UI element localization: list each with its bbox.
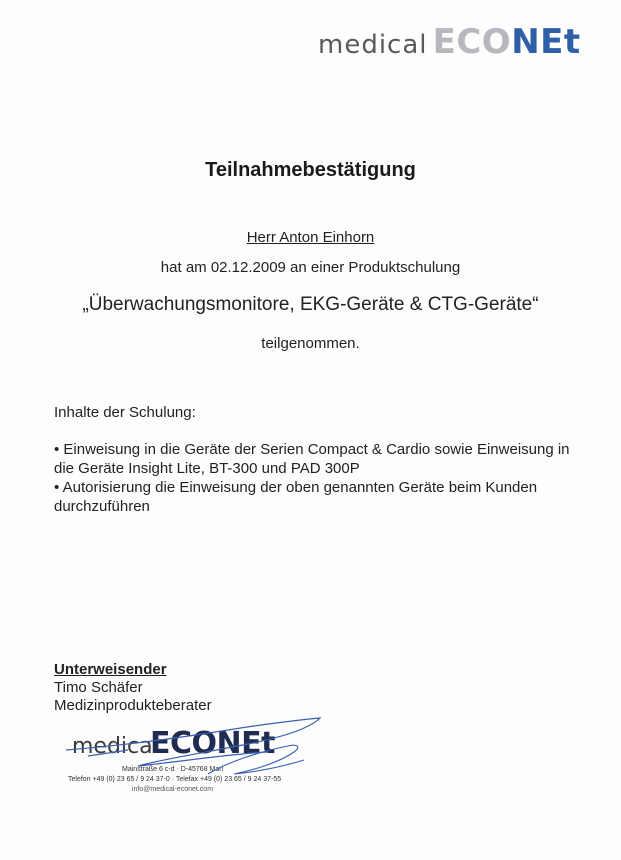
instructor-role: Medizinprodukteberater	[54, 697, 212, 714]
date-line: hat am 02.12.2009 an einer Produktschulung	[160, 259, 461, 276]
stamp-phone: Telefon +49 (0) 23 65 / 9 24 37-0 · Telefax +49 (0) 23 65 / 9 24 37-55	[68, 776, 282, 783]
logo-net-text: NEt	[511, 22, 581, 62]
list-item: • Einweisung in die Geräte der Serien Compact & Cardio sowie Einweisung in	[54, 441, 570, 458]
instructor-name: Timo Schäfer	[54, 679, 143, 696]
stamp-medical-text: medical	[72, 734, 159, 759]
contents-list	[54, 440, 574, 516]
logo-eco-text: ECO	[432, 22, 512, 62]
participant-name: Herr Anton Einhorn	[246, 229, 375, 246]
handwritten-signature	[58, 716, 328, 796]
contents-heading: Inhalte der Schulung:	[54, 404, 196, 421]
completion-text: teilgenommen.	[261, 335, 360, 352]
list-item: • Autorisierung die Einweisung der oben genannten Geräte beim Kunden	[54, 479, 538, 496]
instructor-label: Unterweisender	[54, 661, 167, 678]
document-title: Teilnahmebestätigung	[205, 159, 416, 181]
company-logo	[318, 22, 581, 62]
stamp-address: Mainstraße 6 c-d · D-45768 Marl	[122, 766, 224, 773]
stamp-econet-text: ECONEt	[150, 726, 275, 761]
course-title: „Überwachungsmonitore, EKG-Geräte & CTG-Geräte“	[82, 294, 539, 315]
list-item: durchzuführen	[54, 498, 150, 515]
list-item: die Geräte Insight Lite, BT-300 und PAD 300P	[54, 460, 360, 477]
logo-medical-text: medical	[318, 30, 428, 60]
stamp-email: info@medical-econet.com	[132, 786, 214, 793]
